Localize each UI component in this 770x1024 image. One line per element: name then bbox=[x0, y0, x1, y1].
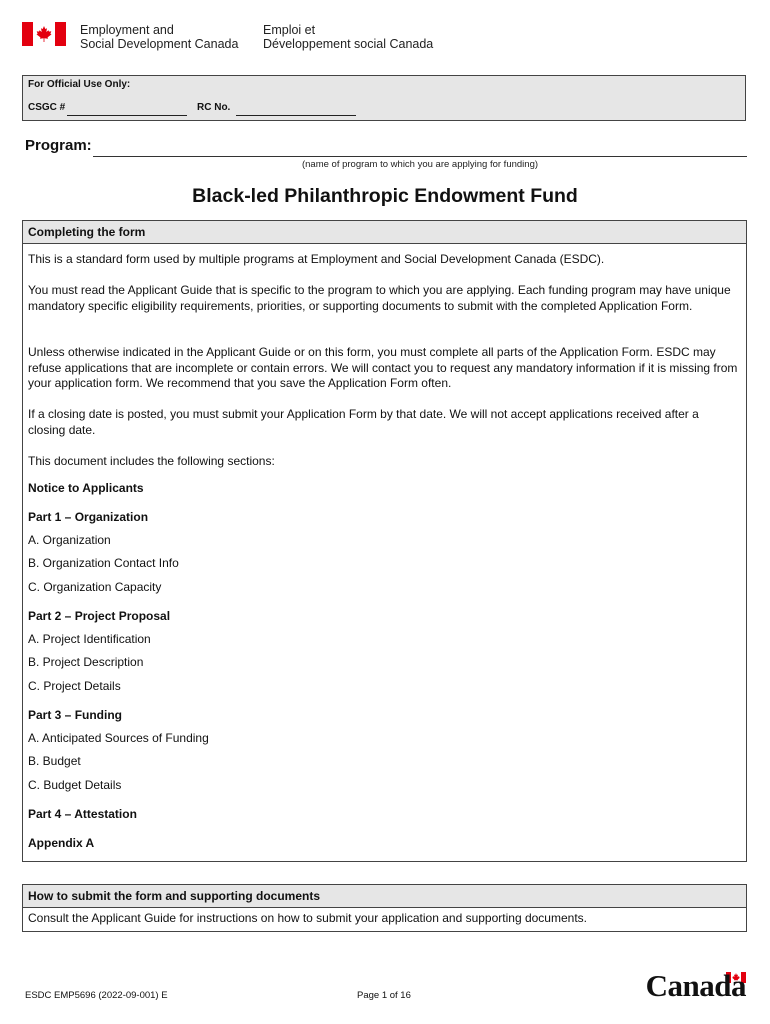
program-hint: (name of program to which you are applying for funding) bbox=[301, 159, 539, 170]
list-item: B. Project Description bbox=[28, 655, 144, 669]
paragraph-1: This is a standard form used by multiple programs at Employment and Social Development Canada (ESDC). bbox=[28, 252, 605, 266]
program-label: Program: bbox=[25, 137, 92, 154]
appendix-heading: Appendix A bbox=[28, 836, 95, 850]
department-name-fr bbox=[263, 23, 433, 51]
notice-heading: Notice to Applicants bbox=[28, 481, 144, 495]
part1-heading: Part 1 – Organization bbox=[28, 510, 149, 524]
form-id: ESDC EMP5696 (2022-09-001) E bbox=[25, 990, 168, 1001]
list-item: A. Anticipated Sources of Funding bbox=[28, 731, 209, 745]
paragraph-4: If a closing date is posted, you must submit your Application Form by that date. We will not accept applications received after a closing date. bbox=[28, 407, 699, 437]
official-use-title: For Official Use Only: bbox=[28, 79, 131, 90]
dept-fr-line2: Développement social Canada bbox=[263, 37, 434, 51]
list-item: B. Organization Contact Info bbox=[28, 556, 179, 570]
rc-field[interactable] bbox=[236, 115, 356, 116]
department-name-en bbox=[80, 23, 238, 51]
csgc-field[interactable] bbox=[67, 115, 187, 116]
list-item: A. Project Identification bbox=[28, 632, 151, 646]
paragraph-3: Unless otherwise indicated in the Applicant Guide or on this form, you must complete all parts of the Application Form. ESDC may refuse applications that are incomplete or contain errors. We will contact you to request any mandatory information if it is missing from your application form. We recommend that you save the Application Form often. bbox=[28, 345, 738, 390]
list-item: C. Project Details bbox=[28, 679, 121, 693]
submit-text: Consult the Applicant Guide for instructions on how to submit your application and supporting documents. bbox=[28, 911, 587, 925]
part2-heading: Part 2 – Project Proposal bbox=[28, 609, 171, 623]
official-use-box bbox=[22, 75, 746, 121]
part3-heading: Part 3 – Funding bbox=[28, 708, 123, 722]
submit-section bbox=[22, 884, 747, 932]
rc-label: RC No. bbox=[197, 102, 231, 113]
program-field[interactable] bbox=[93, 156, 747, 157]
dept-en-line2: Social Development Canada bbox=[80, 37, 239, 51]
paragraph-5: This document includes the following sections: bbox=[28, 454, 275, 468]
completing-form-section bbox=[22, 220, 747, 862]
dept-fr-line1: Emploi et bbox=[263, 23, 316, 37]
list-item: C. Organization Capacity bbox=[28, 580, 162, 594]
list-item: C. Budget Details bbox=[28, 778, 122, 792]
dept-en-line1: Employment and bbox=[80, 23, 174, 37]
list-item: B. Budget bbox=[28, 754, 81, 768]
completing-form-heading: Completing the form bbox=[23, 221, 746, 244]
submit-heading: How to submit the form and supporting documents bbox=[23, 885, 746, 908]
canada-flag-icon bbox=[22, 22, 66, 46]
fund-title: Black-led Philanthropic Endowment Fund bbox=[192, 185, 578, 207]
canada-wordmark: Canada bbox=[645, 968, 746, 1003]
part4-heading: Part 4 – Attestation bbox=[28, 807, 137, 821]
list-item: A. Organization bbox=[28, 533, 111, 547]
csgc-label: CSGC # bbox=[28, 102, 66, 113]
page-number: Page 1 of 16 bbox=[357, 990, 411, 1001]
paragraph-2: You must read the Applicant Guide that is specific to the program to which you are applying. Each funding program may have unique mandatory specific eligibility requirements, priorities, or supporting documents to submit with the completed Application Form. bbox=[28, 283, 731, 313]
